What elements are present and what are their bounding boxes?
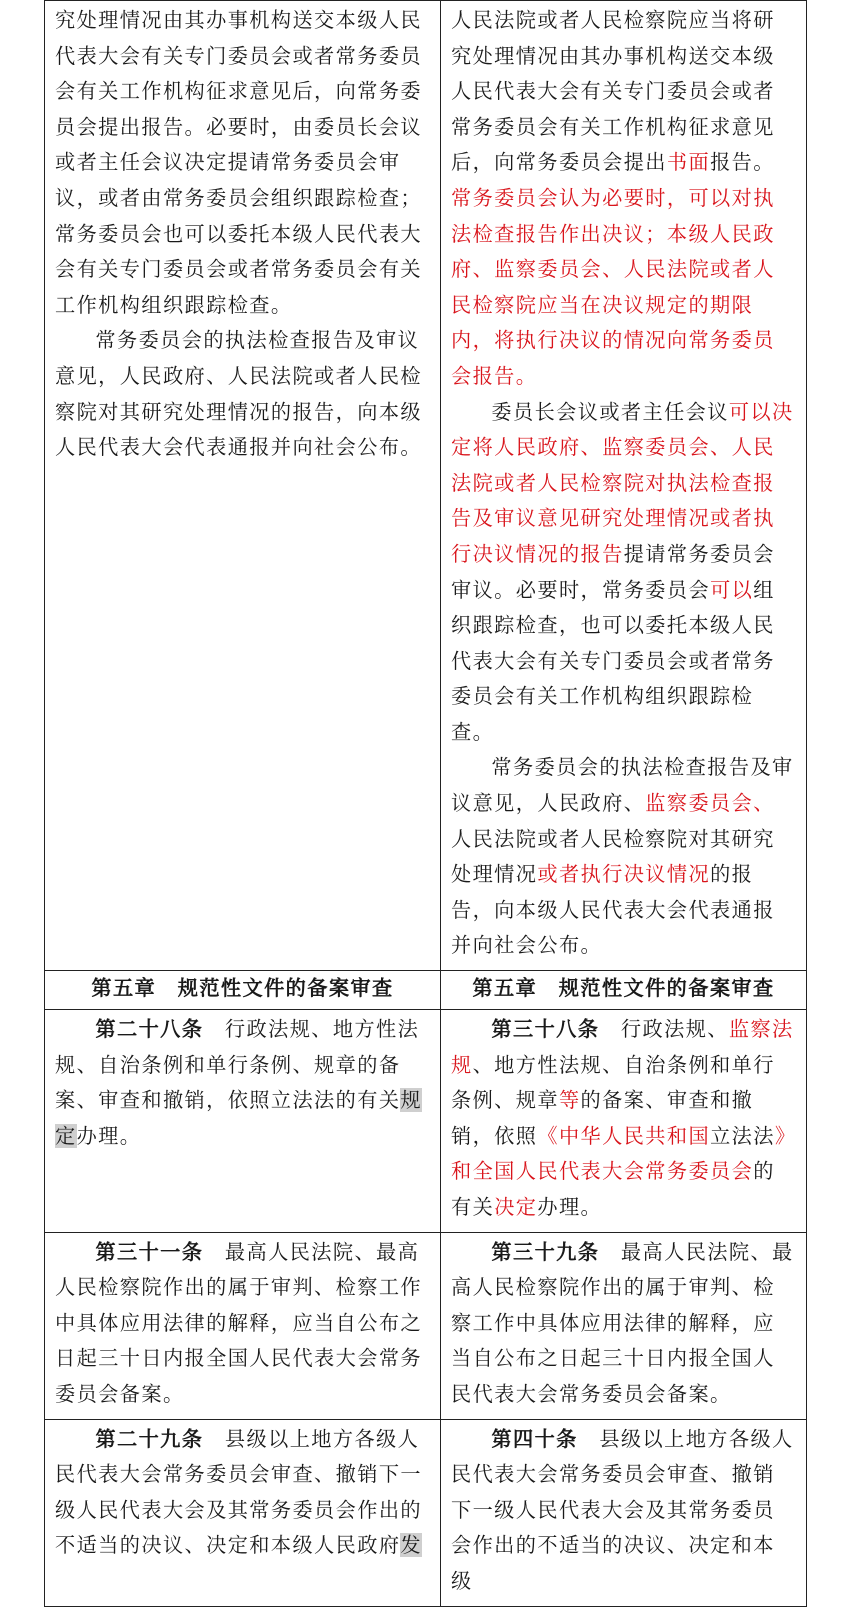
text-segment: 人民法院或者人民检察院应当将研究处理情况由其办事机构送交本级人民代表大会有关专门委员会或者常务委员会有关工作机构征求意见后，向常务委员会提出 [451,8,775,175]
amended-text: 监察法规 [451,1017,794,1077]
original-text-cell [45,1,441,971]
amended-text: 决定 [494,1195,538,1219]
article-number: 第四十条 [491,1426,578,1451]
text-segment: 立法法 [710,1123,775,1148]
text-segment: 最高人民法院、最高人民检察院作出的属于审判、检察工作中具体应用法律的解释，应当自公布之日起三十日内报全国人民代表大会常务委员会备案。 [451,1239,794,1406]
amended-text: 可以决定将人民政府、监察委员会、人民法院或者人民检察院对执法检查报告及审议意见研究处理情况或者执行决议情况的报告 [451,399,794,566]
article-number: 第三十九条 [491,1239,600,1264]
revised-text-cell [441,1010,807,1233]
paragraph [451,3,796,395]
article-row [45,1010,807,1233]
amended-text: 可以 [710,577,754,602]
revised-text-cell [441,1,807,971]
paragraph [451,1422,796,1600]
amended-text: 监察委员会、 [645,791,775,816]
original-text-cell [45,1419,441,1606]
text-segment: 的备案、审查和撤销，依照 [451,1088,754,1148]
paragraph [55,3,430,323]
chapter-title [451,973,796,1003]
paragraph [451,750,796,964]
paragraph [55,1012,430,1154]
article-row [45,1232,807,1419]
article-number: 第二十九条 [95,1426,204,1451]
original-text-cell [45,1232,441,1419]
article-row [45,1419,807,1606]
text-segment: 常务委员会的执法检查报告及审议意见，人民政府、 [451,755,794,816]
article-number: 第三十一条 [95,1239,204,1264]
paragraph [55,1235,430,1413]
revised-text-cell [441,1419,807,1606]
text-segment: 县级以上地方各级人民代表大会常务委员会审查、撤销下一级人民代表大会及其常务委员会作出的不适当的决议、决定和本级 [451,1426,794,1593]
comparison-table [44,0,807,1607]
text-segment: 行政法规、 [599,1017,729,1042]
amended-text: 等 [558,1088,581,1113]
paragraph [451,1012,796,1226]
original-text-cell [45,971,441,1010]
text-segment: 报告。 [710,150,775,175]
highlighted-text: 发 [400,1533,422,1558]
paragraph [451,395,796,751]
article-row [45,1,807,971]
highlighted-text: 规定 [55,1088,422,1148]
text-segment: 、地方性法规、自治条例和单行条例、规章 [451,1052,775,1113]
paragraph [451,1235,796,1413]
text-segment: 人民法院或者人民检察院对其研究处理情况 [451,826,775,887]
text-segment: 的报告，向本级人民代表大会代表通报并向社会公布。 [451,862,775,958]
original-text-cell [45,1010,441,1233]
text-segment: 组织跟踪检查，也可以委托本级人民代表大会有关专门委员会或者常务委员会有关工作机构组织跟踪检查。 [451,577,775,744]
amended-text: 书面 [666,150,711,175]
amended-text: 常务委员会认为必要时，可以对执法检查报告作出决议；本级人民政府、监察委员会、人民法院或者人民检察院应当在决议规定的期限内，将执行决议的情况向常务委员会报告。 [451,185,775,388]
chapter-title [55,973,430,1003]
paragraph [55,323,430,465]
amended-text: 或者执行决议情况 [537,862,711,887]
chapter-heading-row [45,971,807,1010]
text-segment: 最高人民法院、最高人民检察院作出的属于审判、检察工作中具体应用法律的解释，应当自公布之日起三十日内报全国人民代表大会常务委员会备案。 [55,1239,422,1406]
revised-text-cell [441,971,807,1010]
text-segment: 常务委员会的执法检查报告及审议意见，人民政府、人民法院或者人民检察院对其研究处理情况的报告，向本级人民代表大会代表通报并向社会公布。 [55,328,422,460]
article-number: 第二十八条 [95,1017,204,1042]
amended-text: 《中华人民共和国 [537,1123,711,1148]
text-segment: 办理。 [537,1195,603,1219]
text-segment: 第五章 规范性文件的备案审查 [472,976,775,1001]
text-segment: 究处理情况由其办事机构送交本级人民代表大会有关专门委员会或者常务委员会有关工作机构征求意见后，向常务委员会提出报告。必要时，由委员长会议或者主任会议决定提请常务委员会审议，或者由常务委员会组织跟踪检查；常务委员会也可以委托本级人民代表大会有关专门委员会或者常务委员会有关工作机构组织跟踪检查。 [55,8,422,317]
text-segment: 行政法规、地方性法规、自治条例和单行条例、规章的备案、审查和撤销，依照立法法的有关 [55,1017,420,1113]
text-segment: 委员长会议或者主任会议 [491,399,729,424]
text-segment: 的有关 [451,1159,775,1219]
amended-text: 》和全国人民代表大会常务委员会 [451,1123,787,1184]
article-number: 第三十八条 [491,1017,600,1042]
text-segment: 县级以上地方各级人民代表大会常务委员会审查、撤销下一级人民代表大会及其常务委员会作出的不适当的决议、决定和本级人民政府 [55,1426,422,1558]
text-segment: 第五章 规范性文件的备案审查 [91,976,394,1001]
text-segment: 办理。 [76,1123,142,1148]
revised-text-cell [441,1232,807,1419]
text-segment: 提请常务委员会审议。必要时，常务委员会 [451,541,775,602]
paragraph [55,1422,430,1564]
